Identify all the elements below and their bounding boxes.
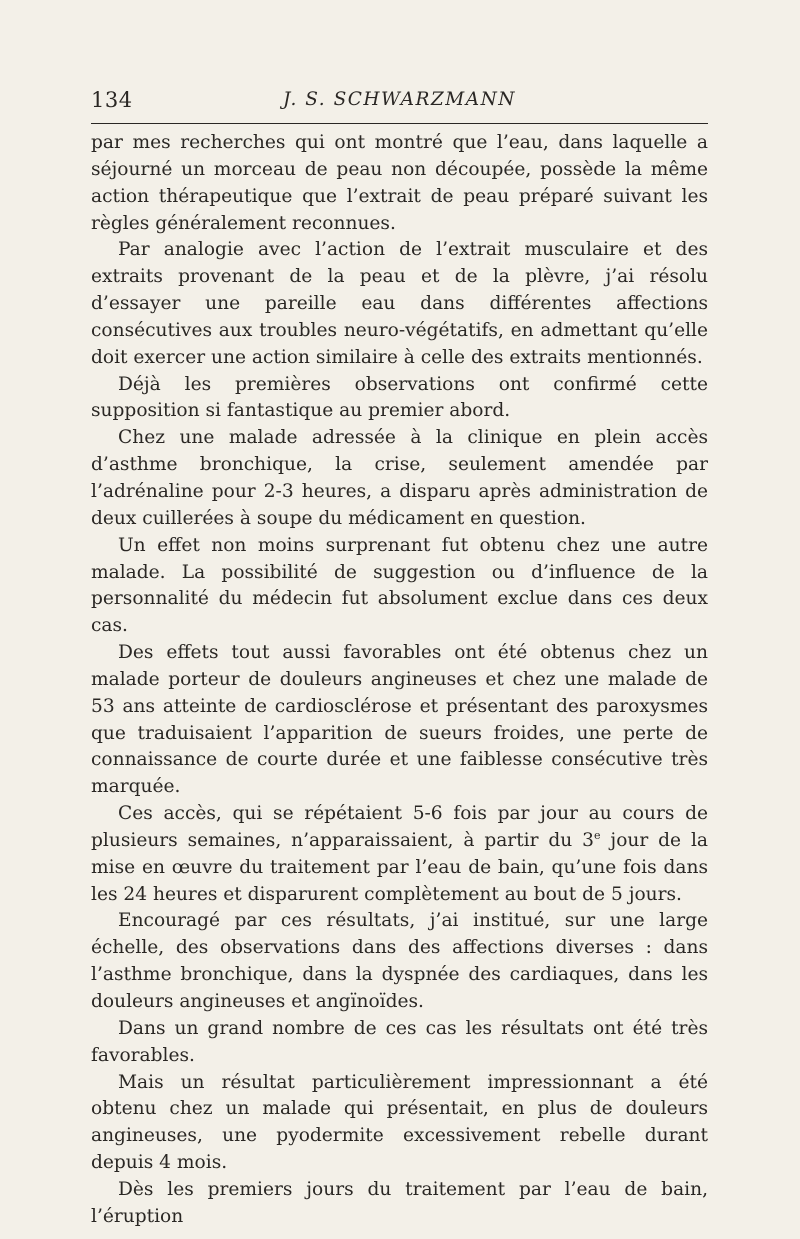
paragraph-analogy: Par analogie avec l’action de l’extrait musculaire et des extraits provenant de la peau et de la plèvre, j’ai résolu d’essayer une pareille eau dans différentes affections consécutives aux troubles neuro-végétatifs, en admettant qu’elle doit exercer une action similaire à celle des extraits mentionnés.	[91, 239, 708, 368]
paragraph-attacks	[91, 801, 708, 908]
paragraph-eruption: Dès les premiers jours du traitement par l’eau de bain, l’éruption	[91, 1178, 708, 1227]
paragraph-first-observations: Déjà les premières observations ont confirmé cette supposition si fantastique au premier abord.	[91, 373, 708, 422]
paragraph-favorable-results: Dans un grand nombre de ces cas les résultats ont été très favorables.	[91, 1017, 708, 1066]
paragraph-continuation: par mes recherches qui ont montré que l’eau, dans laquelle a séjourné un morceau de peau non découpée, possède la même action thérapeutique que l’extrait de peau préparé suivant les règles généralement reconnues.	[91, 132, 708, 234]
paragraph-large-scale: Encouragé par ces résultats, j’ai institué, sur une large échelle, des observations dans des affections diverses : dans l’asthme bronchique, dans la dyspnée des cardiaques, dans les douleurs angineuses et angïnoïdes.	[91, 910, 708, 1012]
header-rule	[91, 123, 708, 124]
page-number: 134	[91, 88, 133, 112]
paragraph-asthma-case: Chez une malade adressée à la clinique en plein accès d’asthme bronchique, la crise, seulement amendée par l’adrénaline pour 2-3 heures, a disparu après administration de deux cuillerées à soupe du médicament en question.	[91, 427, 708, 529]
body-text	[91, 130, 708, 1231]
paragraph-angina-cases: Des effets tout aussi favorables ont été obtenus chez un malade porteur de douleurs angineuses et chez une malade de 53 ans atteinte de cardiosclérose et présentant des paroxysmes que traduisaient l’apparition de sueurs froides, une perte de connaissance de courte durée et une faiblesse consécutive très marquée.	[91, 642, 708, 798]
paragraph-attacks-part-2: jour de la mise en œuvre du traitement par l’eau de bain, qu’une fois dans les 24 heures et disparurent complètement au bout de 5 jours.	[91, 829, 708, 905]
running-title: J. S. SCHWARZMANN	[283, 89, 516, 110]
ordinal-superscript: e	[594, 828, 601, 842]
paragraph-pyodermite: Mais un résultat particulièrement impressionnant a été obtenu chez un malade qui présentait, en plus de douleurs angineuses, une pyodermite excessivement rebelle durant depuis 4 mois.	[91, 1071, 708, 1174]
running-header	[91, 86, 708, 116]
paragraph-second-case: Un effet non moins surprenant fut obtenu chez une autre malade. La possibilité de suggestion ou d’influence de la personnalité du médecin fut absolument exclue dans ces deux cas.	[91, 534, 708, 637]
paragraph-attacks-part-1: Ces accès, qui se répétaient 5-6 fois par jour au cours de plusieurs semaines, n’apparaissaient, à partir du 3	[91, 803, 708, 851]
